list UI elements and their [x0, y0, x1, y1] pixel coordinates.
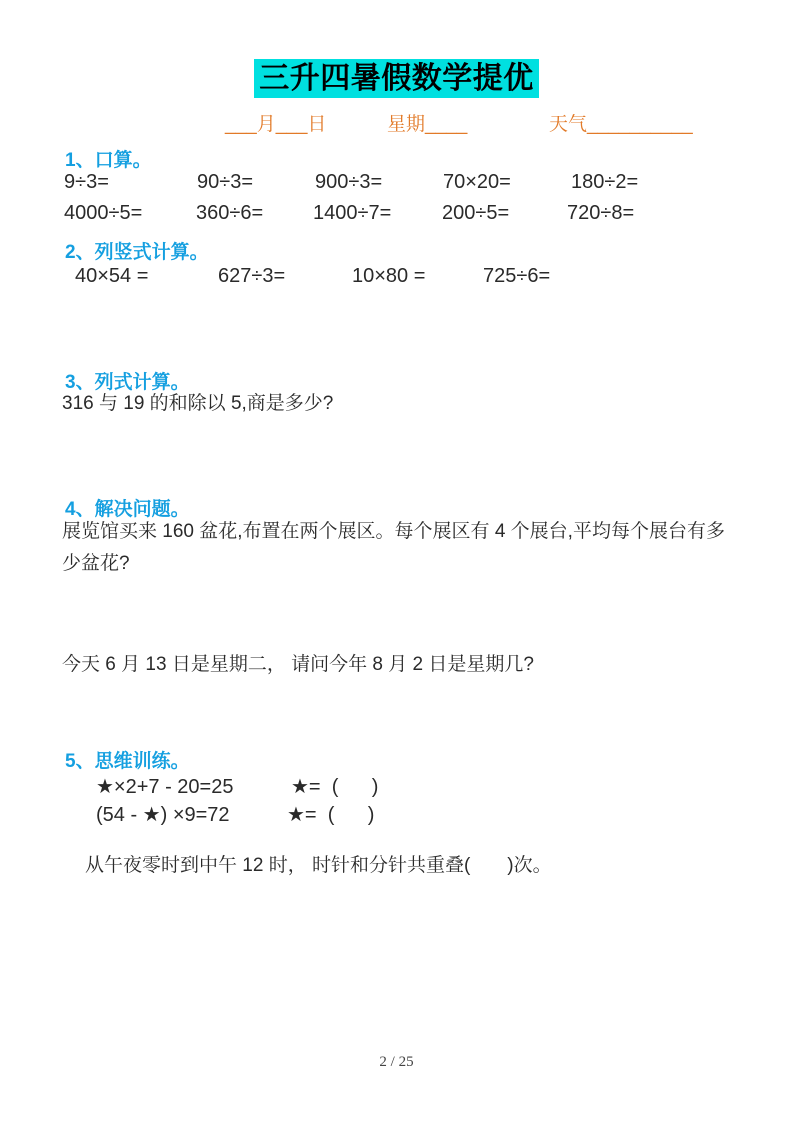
star-equation-1-answer-blank: ★= ( ) — [291, 776, 379, 798]
oral-problem: 180÷2= — [571, 171, 639, 193]
oral-problem: 70×20= — [443, 171, 511, 193]
section-5-heading: 5、思维训练。 — [65, 751, 190, 772]
word-problem-calendar: 今天 6 月 13 日是星期二， 请问今年 8 月 2 日是星期几? — [62, 654, 534, 675]
star-equation-1: ★×2+7 - 20=25 — [96, 776, 234, 798]
column-problem: 10×80 = — [352, 265, 426, 287]
word-problem-clock-hands: 从午夜零时到中午 12 时， 时针和分针共重叠( )次。 — [85, 855, 552, 876]
page-title-row — [0, 59, 793, 98]
oral-problem: 720÷8= — [567, 202, 635, 224]
oral-problem: 9÷3= — [64, 171, 109, 193]
page-title: 三升四暑假数学提优 — [254, 59, 539, 98]
section-4-heading: 4、解决问题。 — [65, 499, 190, 520]
date-weather-blank: 天气__________ — [549, 114, 693, 135]
column-problem: 627÷3= — [218, 265, 286, 287]
oral-problem: 90÷3= — [197, 171, 254, 193]
section-2-heading: 2、列竖式计算。 — [65, 242, 209, 263]
page-number: 2 / 25 — [379, 1054, 414, 1070]
oral-problem: 360÷6= — [196, 202, 264, 224]
section-3-heading: 3、列式计算。 — [65, 372, 190, 393]
star-equation-2-answer-blank: ★= ( ) — [287, 804, 375, 826]
column-problem: 40×54 = — [75, 265, 149, 287]
oral-problem: 200÷5= — [442, 202, 510, 224]
word-problem-sum-divide: 316 与 19 的和除以 5,商是多少? — [62, 393, 334, 414]
oral-problem: 1400÷7= — [313, 202, 392, 224]
star-equation-2: (54 - ★) ×9=72 — [96, 804, 230, 826]
oral-problem: 4000÷5= — [64, 202, 143, 224]
oral-problem: 900÷3= — [315, 171, 383, 193]
date-weekday-blank: 星期____ — [387, 114, 468, 135]
column-problem: 725÷6= — [483, 265, 551, 287]
section-1-heading: 1、口算。 — [65, 150, 152, 171]
date-month-day-blank: ___月___日 — [225, 114, 327, 135]
word-problem-flowers: 展览馆买来 160 盆花,布置在两个展区。每个展区有 4 个展台,平均每个展台有多少盆花? — [62, 521, 725, 574]
